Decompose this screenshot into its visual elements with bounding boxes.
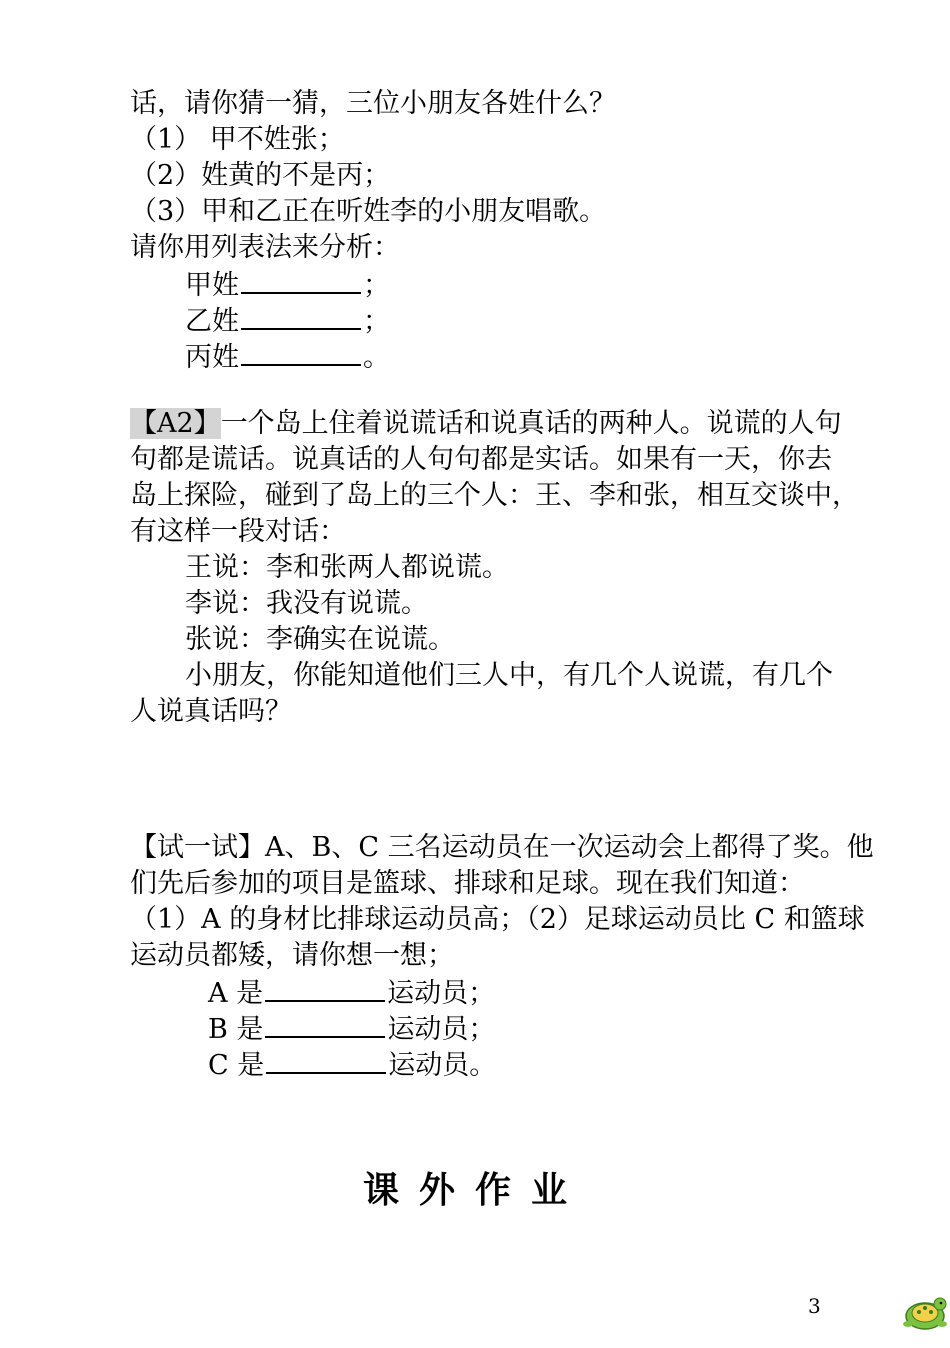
try-answer-b (208, 1010, 495, 1048)
a2-line-2: 句都是谎话。说真话的人句句都是实话。如果有一天，你去 (130, 444, 832, 475)
q1-clue-3: （3）甲和乙正在听姓李的小朋友唱歌。 (130, 196, 607, 227)
try-line-3: （1）A 的身材比排球运动员高；（2）足球运动员比 C 和篮球 (130, 904, 865, 935)
answer-label: 乙姓 (185, 306, 239, 337)
q1-instruction: 请你用列表法来分析： (130, 232, 400, 263)
q1-answer-yi (185, 302, 390, 340)
try-line-1 (130, 830, 874, 866)
answer-blank[interactable] (266, 1046, 386, 1074)
section-heading: 课外作业 (362, 1169, 587, 1211)
answer-end: 运动员； (387, 1014, 496, 1045)
try-answer-a (208, 974, 495, 1012)
a2-tag: 【A2】 (130, 408, 221, 439)
q1-answer-jia (185, 266, 390, 304)
q1-answer-bing (185, 338, 390, 376)
answer-blank[interactable] (241, 266, 361, 294)
answer-end: 。 (363, 342, 390, 373)
answer-blank[interactable] (265, 974, 385, 1002)
a2-question-1: 小朋友，你能知道他们三人中，有几个人说谎，有几个 (185, 660, 833, 691)
answer-label: 甲姓 (185, 270, 239, 301)
a2-line-3: 岛上探险，碰到了岛上的三个人：王、李和张，相互交谈中， (130, 480, 859, 511)
turtle-icon (900, 1286, 950, 1336)
a2-question-2: 人说真话吗？ (130, 696, 292, 727)
answer-blank[interactable] (241, 338, 361, 366)
answer-label: C 是 (208, 1050, 265, 1081)
try-answer-c (208, 1046, 496, 1084)
answer-end: 运动员。 (388, 1050, 497, 1081)
a2-line-1 (130, 406, 842, 442)
answer-label: B 是 (208, 1014, 264, 1045)
try-line-2: 们先后参加的项目是篮球、排球和足球。现在我们知道： (130, 868, 805, 899)
q1-intro: 话，请你猜一猜，三位小朋友各姓什么？ (130, 88, 616, 119)
try-text: A、B、C 三名运动员在一次运动会上都得了奖。他 (265, 832, 874, 863)
a2-text: 一个岛上住着说谎话和说真话的两种人。说谎的人句 (220, 408, 842, 439)
answer-label: 丙姓 (185, 342, 239, 373)
answer-label: A 是 (208, 978, 264, 1009)
q1-clue-1: （1） 甲不姓张； (130, 124, 345, 155)
a2-dialog-zhang: 张说：李确实在说谎。 (185, 624, 455, 655)
answer-end: ； (363, 306, 390, 337)
a2-line-4: 有这样一段对话： (130, 516, 346, 547)
q1-clue-2: （2）姓黄的不是丙； (130, 160, 391, 191)
try-tag: 【试一试】 (130, 832, 265, 863)
answer-blank[interactable] (241, 302, 361, 330)
a2-dialog-wang: 王说：李和张两人都说谎。 (185, 552, 509, 583)
page-number: 3 (808, 1294, 821, 1318)
answer-blank[interactable] (265, 1010, 385, 1038)
try-line-4: 运动员都矮，请你想一想； (130, 940, 454, 971)
answer-end: 运动员； (387, 978, 496, 1009)
answer-end: ； (363, 270, 390, 301)
a2-dialog-li: 李说：我没有说谎。 (185, 588, 428, 619)
